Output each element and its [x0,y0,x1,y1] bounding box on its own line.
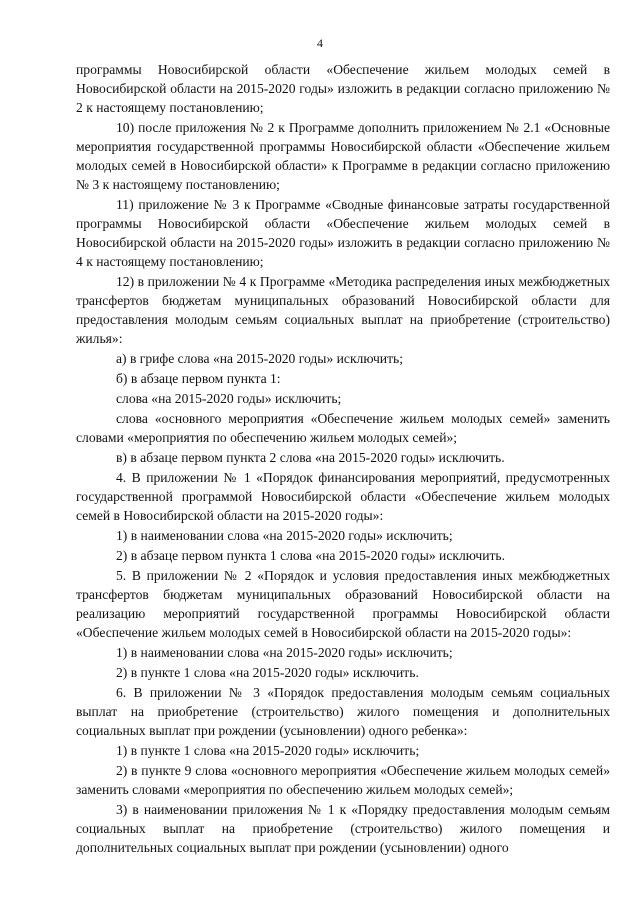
paragraph: 3) в наименовании приложения № 1 к «Порядку предоставления молодым семьям социальных выплат на приобретение (строительство) жилого помещения и дополнительных социальных выплат при рождении (усыновлении) одного [76,802,610,855]
paragraph: 2) в абзаце первом пункта 1 слова «на 2015-2020 годы» исключить. [116,548,506,563]
paragraph: 2) в пункте 1 слова «на 2015-2020 годы» исключить. [116,665,419,680]
paragraph: 5. В приложении № 2 «Порядок и условия предоставления иных межбюджетных трансфертов бюджетам муниципальных образований Новосибирской области на реализацию мероприятий государственной программы Новосибирской области «Обеспечение жильем молодых семей в Новосибирской области на 2015-2020 годы»: [76,568,610,640]
paragraph: 2) в пункте 9 слова «основного мероприятия «Обеспечение жильем молодых семей» заменить словами «мероприятия по обеспечению жильем молодых семей»; [76,763,610,797]
paragraph: 1) в наименовании слова «на 2015-2020 годы» исключить; [116,528,453,543]
paragraph: слова «основного мероприятия «Обеспечение жильем молодых семей» заменить словами «мероприятия по обеспечению жильем молодых семей»; [76,411,610,445]
paragraph: в) в абзаце первом пункта 2 слова «на 2015-2020 годы» исключить. [116,450,505,465]
paragraph: 4. В приложении № 1 «Порядок финансирования мероприятий, предусмотренных государственной программой Новосибирской области «Обеспечение жильем молодых семей в Новосибирской области на 2015-2020 годы»: [76,470,610,523]
paragraph: программы Новосибирской области «Обеспечение жильем молодых семей в Новосибирской области на 2015-2020 годы» изложить в редакции согласно приложению № 2 к настоящему постановлению; [76,62,610,115]
document-body [76,60,610,858]
paragraph: а) в грифе слова «на 2015-2020 годы» исключить; [116,351,404,366]
paragraph: 1) в пункте 1 слова «на 2015-2020 годы» исключить; [116,743,420,758]
paragraph: 10) после приложения № 2 к Программе дополнить приложением № 2.1 «Основные мероприятия государственной программы Новосибирской области «Обеспечение жильем молодых семей в Новосибирской области» к Программе в редакции согласно приложению № 3 к настоящему постановлению; [76,120,610,192]
paragraph: б) в абзаце первом пункта 1: [116,371,281,386]
paragraph: 6. В приложении № 3 «Порядок предоставления молодым семьям социальных выплат на приобретение (строительство) жилого помещения и дополнительных социальных выплат при рождении (усыновлении) одного ребенка»: [76,685,610,738]
paragraph: 12) в приложении № 4 к Программе «Методика распределения иных межбюджетных трансфертов бюджетам муниципальных образований Новосибирской области для предоставления молодым семьям социальных выплат на приобретение (строительство) жилья»: [76,274,610,346]
paragraph: 1) в наименовании слова «на 2015-2020 годы» исключить; [116,645,453,660]
paragraph: 11) приложение № 3 к Программе «Сводные финансовые затраты государственной программы Новосибирской области «Обеспечение жильем молодых семей в Новосибирской области на 2015-2020 годы» изложить в редакции согласно приложению № 4 к настоящему постановлению; [76,197,610,269]
paragraph: слова «на 2015-2020 годы» исключить; [116,391,342,406]
page-number: 4 [317,36,323,50]
